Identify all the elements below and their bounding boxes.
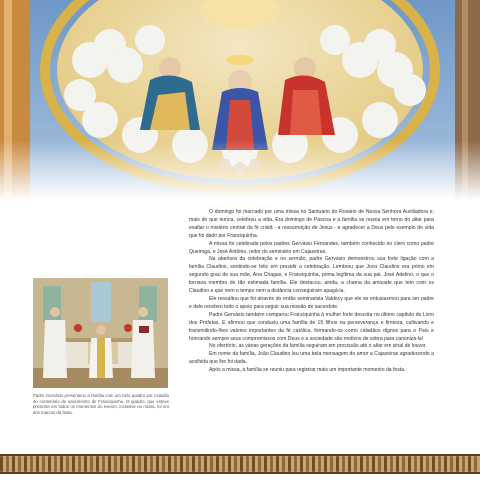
- band-post: [312, 456, 315, 472]
- band-post: [294, 456, 297, 472]
- band-post: [174, 456, 177, 472]
- band-post: [360, 456, 363, 472]
- band-post: [222, 456, 225, 472]
- band-post: [66, 456, 69, 472]
- band-post: [84, 456, 87, 472]
- band-post: [138, 456, 141, 472]
- band-post: [228, 456, 231, 472]
- article-paragraph: A missa foi celebrada pelos padres Gervásio Fernandes, também conhecido no clero como padre Queiroga, e José Antônio, reitor do seminário em Cajazeiras.: [189, 240, 434, 255]
- band-post: [6, 456, 9, 472]
- band-post: [438, 456, 441, 472]
- band-post: [444, 456, 447, 472]
- band-post: [126, 456, 129, 472]
- band-post: [468, 456, 471, 472]
- ornament-strip: [0, 454, 480, 474]
- band-post: [168, 456, 171, 472]
- band-post: [456, 456, 459, 472]
- band-post: [186, 456, 189, 472]
- band-post: [132, 456, 135, 472]
- band-post: [384, 456, 387, 472]
- band-post: [246, 456, 249, 472]
- band-post: [330, 456, 333, 472]
- band-post: [270, 456, 273, 472]
- band-post: [318, 456, 321, 472]
- band-post: [450, 456, 453, 472]
- band-post: [378, 456, 381, 472]
- band-post: [210, 456, 213, 472]
- band-post: [48, 456, 51, 472]
- article-body: [189, 209, 434, 375]
- decorative-band: [0, 454, 480, 474]
- band-post: [402, 456, 405, 472]
- band-post: [366, 456, 369, 472]
- band-post: [180, 456, 183, 472]
- band-post: [204, 456, 207, 472]
- band-post: [288, 456, 291, 472]
- band-post: [54, 456, 57, 472]
- band-post: [336, 456, 339, 472]
- band-post: [162, 456, 165, 472]
- band-post: [156, 456, 159, 472]
- band-post: [234, 456, 237, 472]
- article-paragraph: Padre Gervásio também comparou Franciquinha à mulher forte descrita no último capítulo do Livro dos Profetas. E afirmou que conduziu uma família de 15 filhos na perseverança e firmeza, cultivando e transmitindo-lhes valores importantes da fé católica, formando-os como cidadãos dignos para o País e honrando sempre seus compromissos com Deus e a sociedade são motivos de sobra para canonizá-la!: [189, 311, 434, 342]
- article-paragraph: Ele ressaltou que foi através do então seminarista Valdecy que ele se entusiasmou para ser padre e dele recebeu todo o apoio para seguir sua missão de sacerdote.: [189, 295, 434, 310]
- band-post: [42, 456, 45, 472]
- photo-caption: Padre Gervásio presenteou a família com um belo quadro por ocasião do centenário de nascimento de Franciquinha. O quadro, que esteve presente em todos os momentos do evento, inclusive na missa, foi um dos marcos da festa.: [33, 393, 169, 416]
- band-post: [354, 456, 357, 472]
- band-post: [372, 456, 375, 472]
- article-paragraph: Na abertura da celebração e no sermão, padre Gervásio demonstrou sua forte ligação com a família Claudino, sentindo-se feliz em presidir a celebração. Lembrou que Joca Claudino era primo em segundo grau de sua mãe, Ana Chagas, e Franciquinha, prima legítima da sua pai, José Adelino, o que o tornava membro de tão estimada família. Ele destacou, ainda, a chama da amizade que tem com os Claudino e que nem o tempo nem a distância conseguiram apagá-la.: [189, 256, 434, 295]
- band-post: [120, 456, 123, 472]
- band-post: [264, 456, 267, 472]
- band-post: [408, 456, 411, 472]
- band-post: [414, 456, 417, 472]
- band-post: [78, 456, 81, 472]
- band-post: [198, 456, 201, 472]
- band-post: [24, 456, 27, 472]
- band-post: [348, 456, 351, 472]
- article-paragraph: O domingo foi marcado por uma missa no Santuário do Rosário de Nossa Senhora Auxiliadora e, mais do que nunca, celebrou a vida. Era domingo de Páscoa e a família se reunia em torno do altar para exaltar o mistério central da fé cristã - a ressurreição de Jesus - e agradecer a Deus pelo exemplo de vida que foi dado por Franciquinha.: [189, 209, 434, 239]
- band-post: [216, 456, 219, 472]
- article-paragraph: Em nome da família, João Claudino leu uma bela mensagem do amor a Cajazeiras agradecendo a acolhida que lhe foi dada.: [189, 351, 434, 366]
- band-post: [252, 456, 255, 472]
- band-post: [30, 456, 33, 472]
- band-post: [114, 456, 117, 472]
- article-paragraph: No ofertório, as várias gerações da família seguiram em procissão até o altar em sinal de louvor.: [209, 343, 427, 350]
- band-post: [90, 456, 93, 472]
- band-post: [420, 456, 423, 472]
- mural-picture: [0, 0, 480, 200]
- band-post: [462, 456, 465, 472]
- mural-fade: [0, 140, 480, 200]
- band-post: [276, 456, 279, 472]
- band-post: [72, 456, 75, 472]
- band-post: [102, 456, 105, 472]
- mass-photo: [33, 278, 168, 388]
- band-post: [432, 456, 435, 472]
- band-post: [474, 456, 477, 472]
- band-post: [240, 456, 243, 472]
- band-post: [18, 456, 21, 472]
- band-post: [60, 456, 63, 472]
- altar-photo: [33, 278, 168, 388]
- band-post: [96, 456, 99, 472]
- band-post: [282, 456, 285, 472]
- band-post: [192, 456, 195, 472]
- band-post: [258, 456, 261, 472]
- band-post: [324, 456, 327, 472]
- band-post: [342, 456, 345, 472]
- band-post: [390, 456, 393, 472]
- article-paragraph: Após a missa, a família se reuniu para registrar mais um importante momento da festa.: [209, 367, 406, 374]
- band-post: [150, 456, 153, 472]
- band-post: [396, 456, 399, 472]
- band-post: [426, 456, 429, 472]
- band-post: [36, 456, 39, 472]
- band-post: [144, 456, 147, 472]
- band-post: [108, 456, 111, 472]
- band-post: [300, 456, 303, 472]
- band-post: [306, 456, 309, 472]
- band-post: [0, 456, 3, 472]
- band-post: [12, 456, 15, 472]
